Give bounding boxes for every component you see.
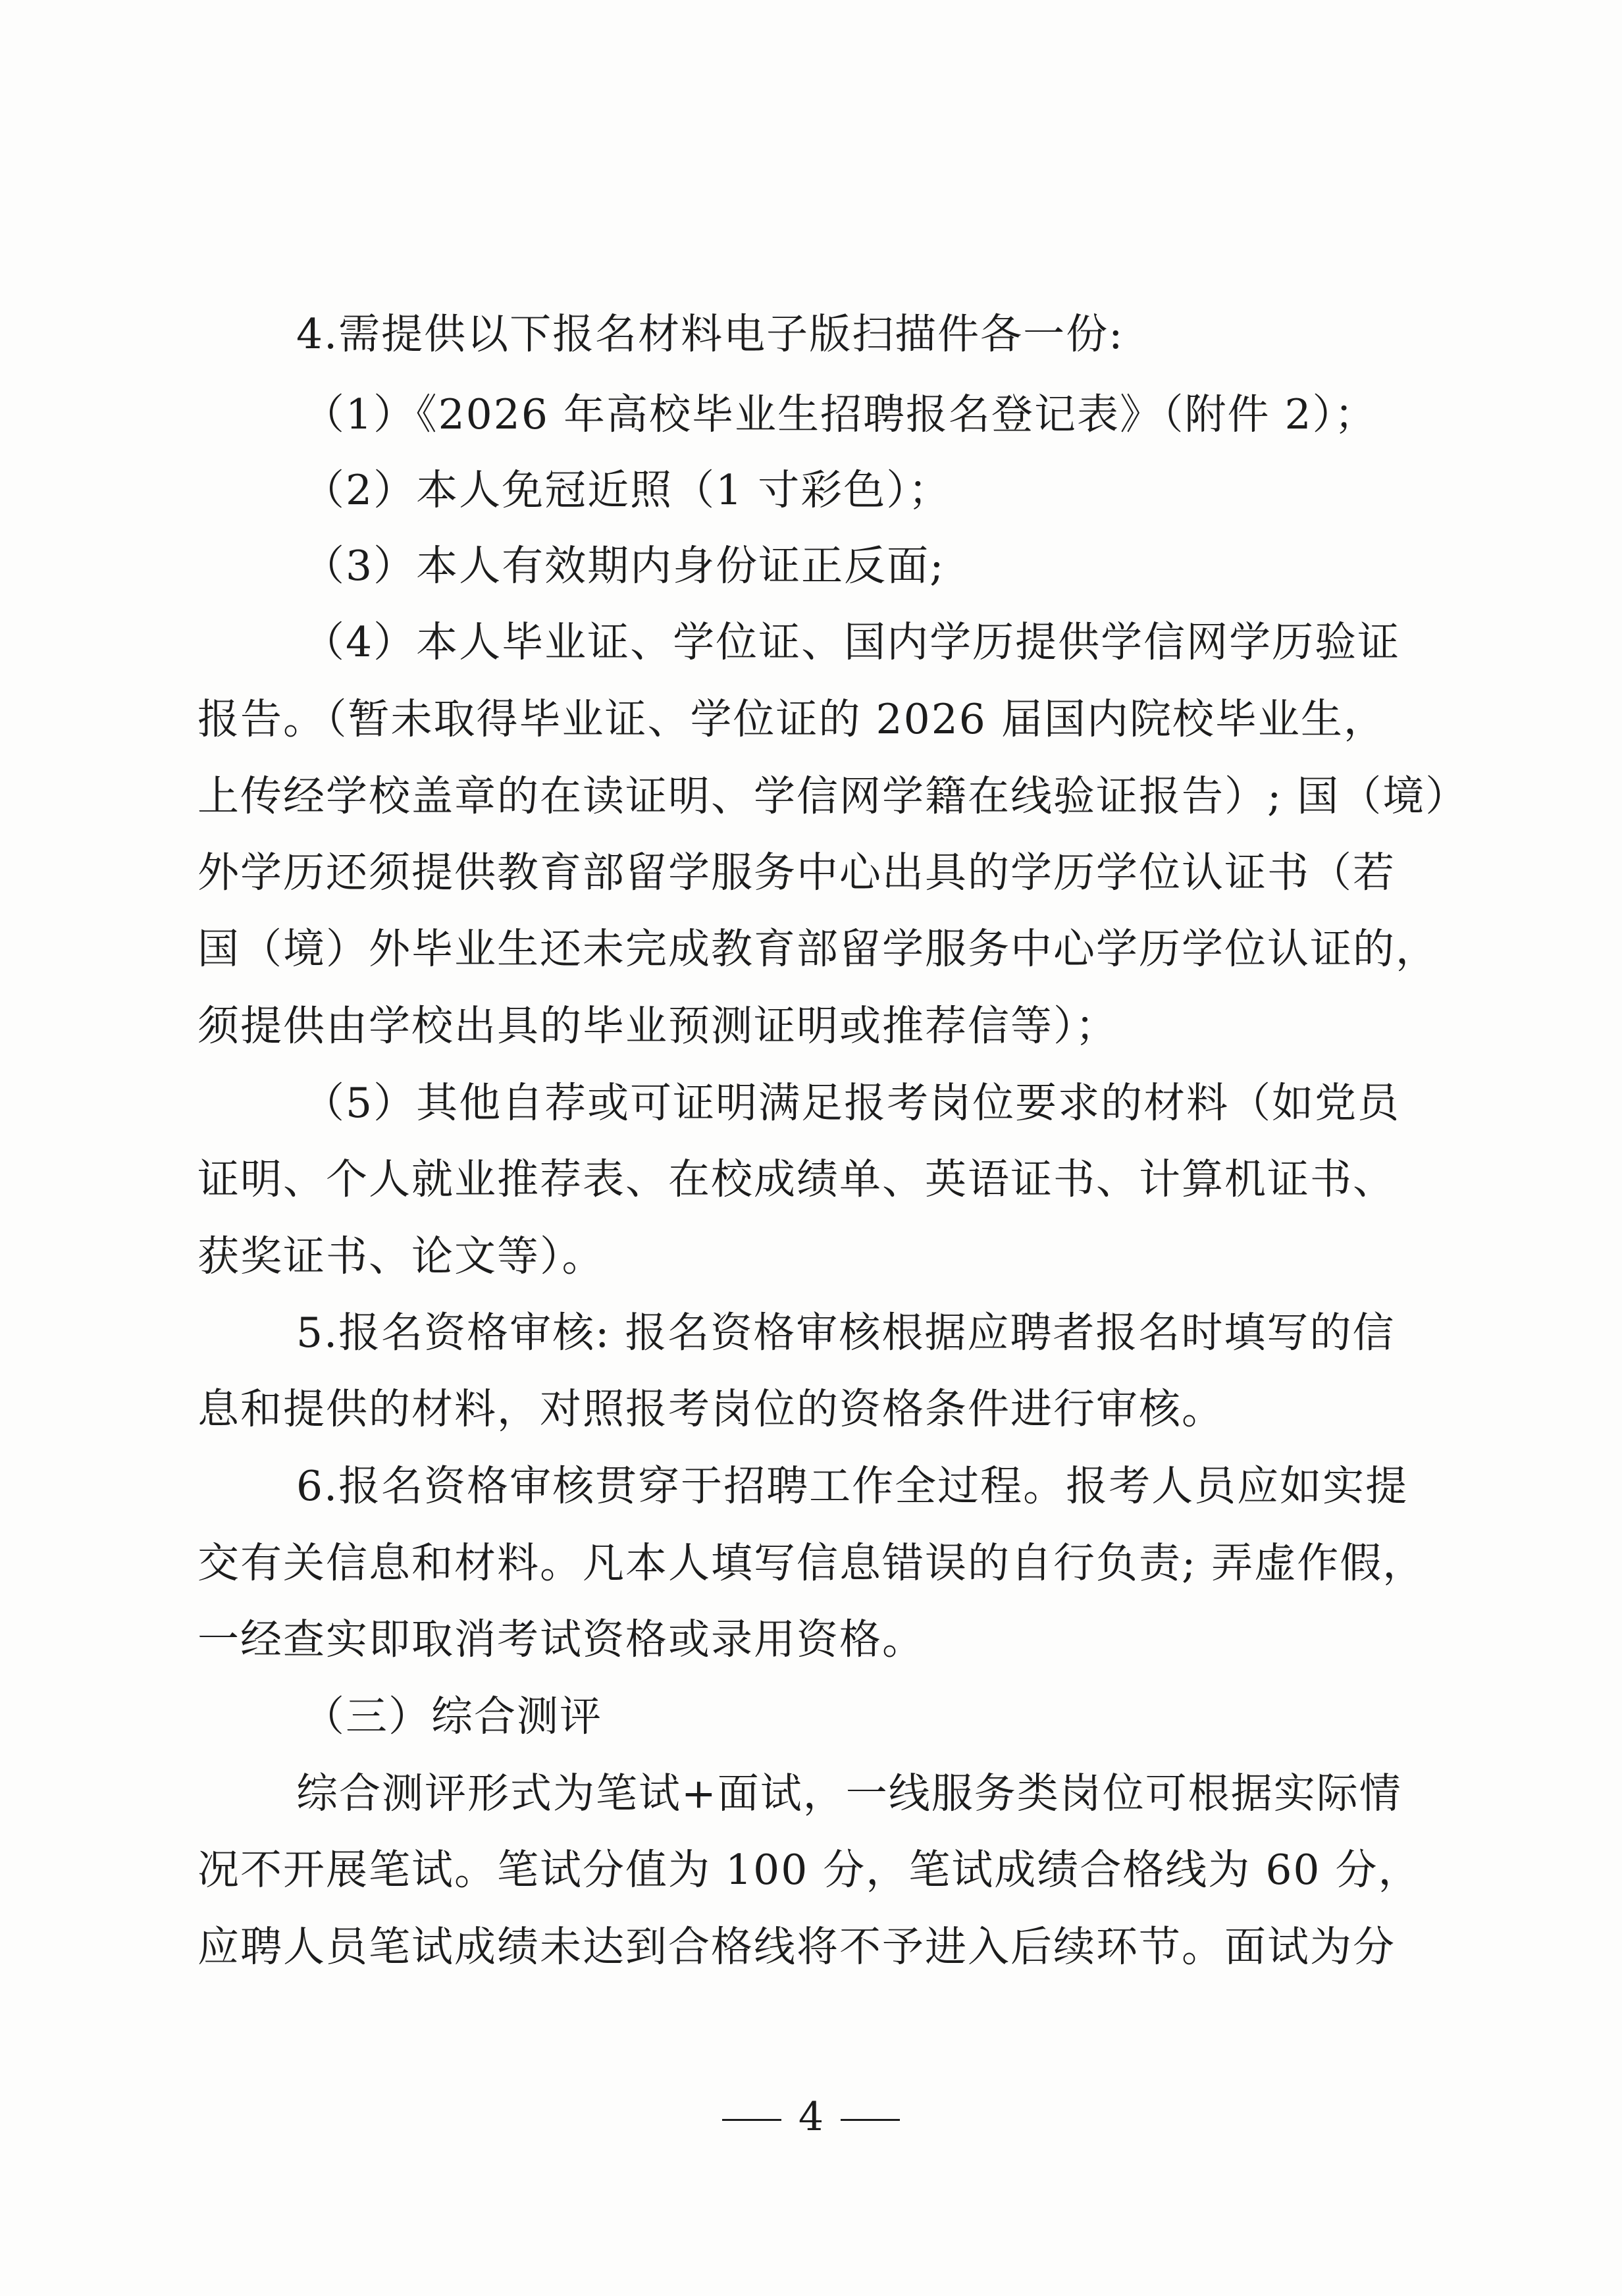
paragraph-4-line-1: 4.需提供以下报名材料电子版扫描件各一份: <box>296 310 1124 358</box>
item-4-line-2: 报告。（暂未取得毕业证、学位证的 2026 届国内院校毕业生， <box>197 695 1386 743</box>
item-5-line-1: （5）其他自荐或可证明满足报考岗位要求的材料（如党员 <box>303 1079 1401 1127</box>
item-5-line-2: 证明、个人就业推荐表、在校成绩单、英语证书、计算机证书、 <box>197 1155 1396 1203</box>
item-4-line-1: （4）本人毕业证、学位证、国内学历提供学信网学历验证 <box>303 618 1401 666</box>
footer-left-dash <box>722 2119 781 2121</box>
assessment-line-2: 况不开展笔试。笔试分值为 100 分，笔试成绩合格线为 60 分， <box>197 1846 1421 1894</box>
paragraph-6-line-3: 一经查实即取消考试资格或录用资格。 <box>197 1615 925 1663</box>
assessment-line-3: 应聘人员笔试成绩未达到合格线将不予进入后续环节。面试为分 <box>197 1923 1396 1971</box>
footer-right-dash <box>841 2119 900 2121</box>
item-2-line: （2）本人免冠近照（1 寸彩色）； <box>303 466 951 514</box>
item-4-line-4: 外学历还须提供教育部留学服务中心出具的学历学位认证书（若 <box>197 848 1396 897</box>
item-5-line-3: 获奖证书、论文等）。 <box>197 1232 605 1280</box>
paragraph-5-line-2: 息和提供的材料，对照报考岗位的资格条件进行审核。 <box>197 1385 1224 1433</box>
page-footer <box>0 2091 1622 2143</box>
paragraph-6-line-1: 6.报名资格审核贯穿于招聘工作全过程。报考人员应如实提 <box>296 1462 1409 1510</box>
section-heading: （三）综合测评 <box>303 1692 602 1740</box>
item-4-line-6: 须提供由学校出具的毕业预测证明或推荐信等）； <box>197 1002 1118 1050</box>
item-4-line-5: 国（境）外毕业生还未完成教育部留学服务中心学历学位认证的， <box>197 925 1438 973</box>
item-4-line-3: 上传经学校盖章的在读证明、学信网学籍在线验证报告）; 国（境） <box>197 772 1469 820</box>
paragraph-5-line-1: 5.报名资格审核: 报名资格审核根据应聘者报名时填写的信 <box>296 1309 1396 1357</box>
item-3-line: （3）本人有效期内身份证正反面; <box>303 542 945 590</box>
page-number: 4 <box>798 2094 824 2140</box>
paragraph-6-line-2: 交有关信息和材料。凡本人填写信息错误的自行负责; 弄虚作假， <box>197 1539 1426 1587</box>
assessment-line-1: 综合测评形式为笔试+面试，一线服务类岗位可根据实际情 <box>296 1769 1402 1817</box>
item-1-line: （1）《2026 年高校毕业生招聘报名登记表》（附件 2）； <box>303 390 1378 438</box>
